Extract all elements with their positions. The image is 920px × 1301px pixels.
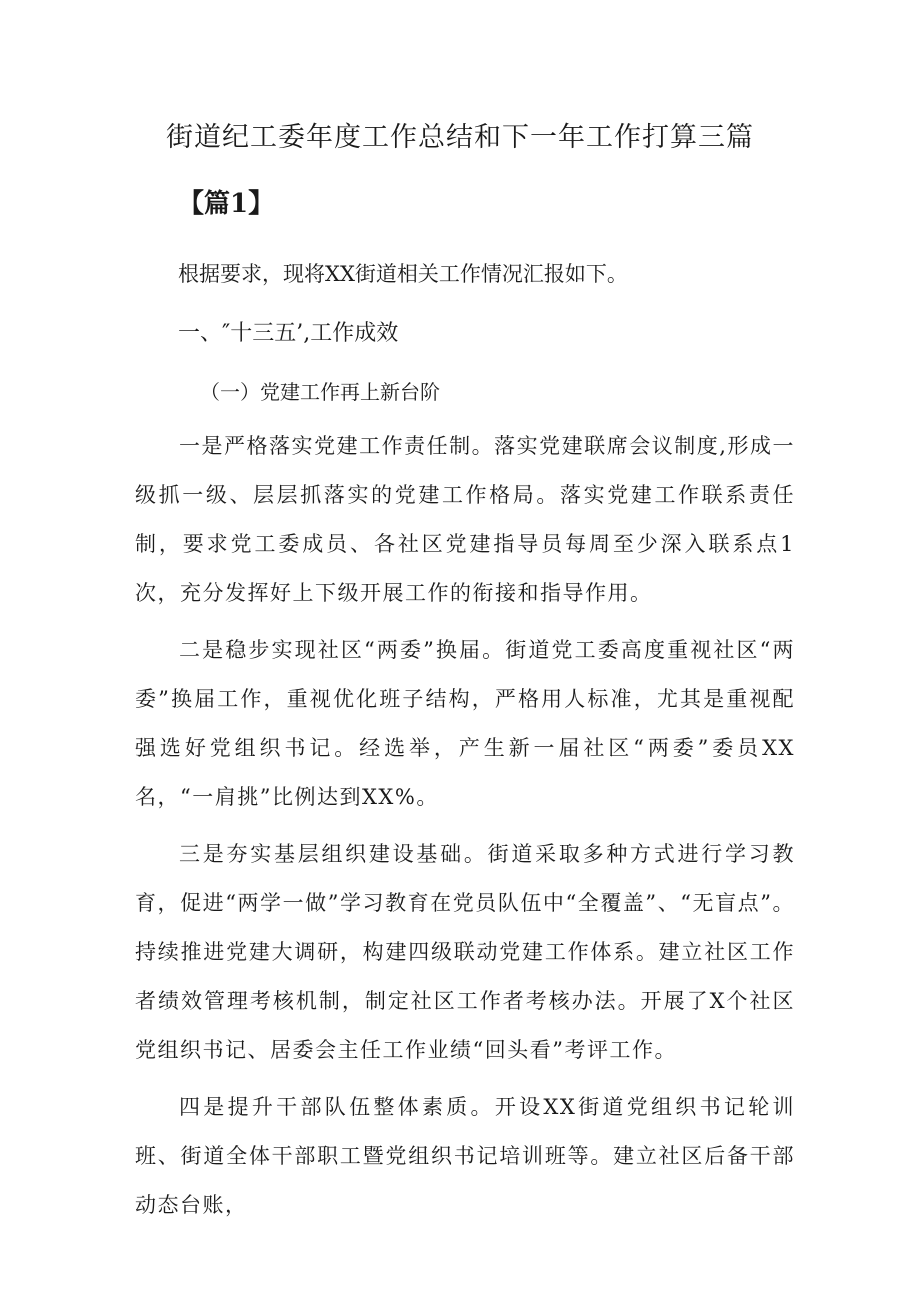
intro-line: 根据要求，现将XX街道相关工作情况汇报如下。 [178, 262, 628, 286]
paragraph-3: 三是夯实基层组织建设基础。街道采取多种方式进行学习教育，促进“两学一做”学习教育在党员队伍中“全覆盖”、“无盲点”。持续推进党建大调研，构建四级联动党建工作体系。建立社区工作者绩效管理考核机制，制定社区工作者考核办法。开展了X个社区党组织书记、居委会主任工作业绩“回头看”考评工作。 [135, 842, 795, 1062]
heading-level-2: （一）党建工作再上新台阶 [200, 380, 440, 404]
paragraph-2: 二是稳步实现社区“两委”换届。街道党工委高度重视社区“两委”换届工作，重视优化班子结构，严格用人标准，尤其是重视配强选好党组织书记。经选举，产生新一届社区“两委”委员XX名，“一肩挑”比例达到XX%。 [135, 638, 795, 809]
document-title: 街道纪工委年度工作总结和下一年工作打算三篇 [166, 122, 754, 153]
paragraph-4: 四是提升干部队伍整体素质。开设XX街道党组织书记轮训班、街道全体干部职工暨党组织书记培训班等。建立社区后备干部动态台账， [135, 1095, 795, 1217]
heading-level-1: 一、″十三五’,工作成效 [178, 321, 399, 346]
paragraph-1: 一是严格落实党建工作责任制。落实党建联席会议制度,形成一级抓一级、层层抓落实的党建工作格局。落实党建工作联系责任制，要求党工委成员、各社区党建指导员每周至少深入联系点1次，充分发挥好上下级开展工作的衔接和指导作用。 [135, 434, 795, 605]
section-tag: 【篇1】 [178, 189, 275, 219]
